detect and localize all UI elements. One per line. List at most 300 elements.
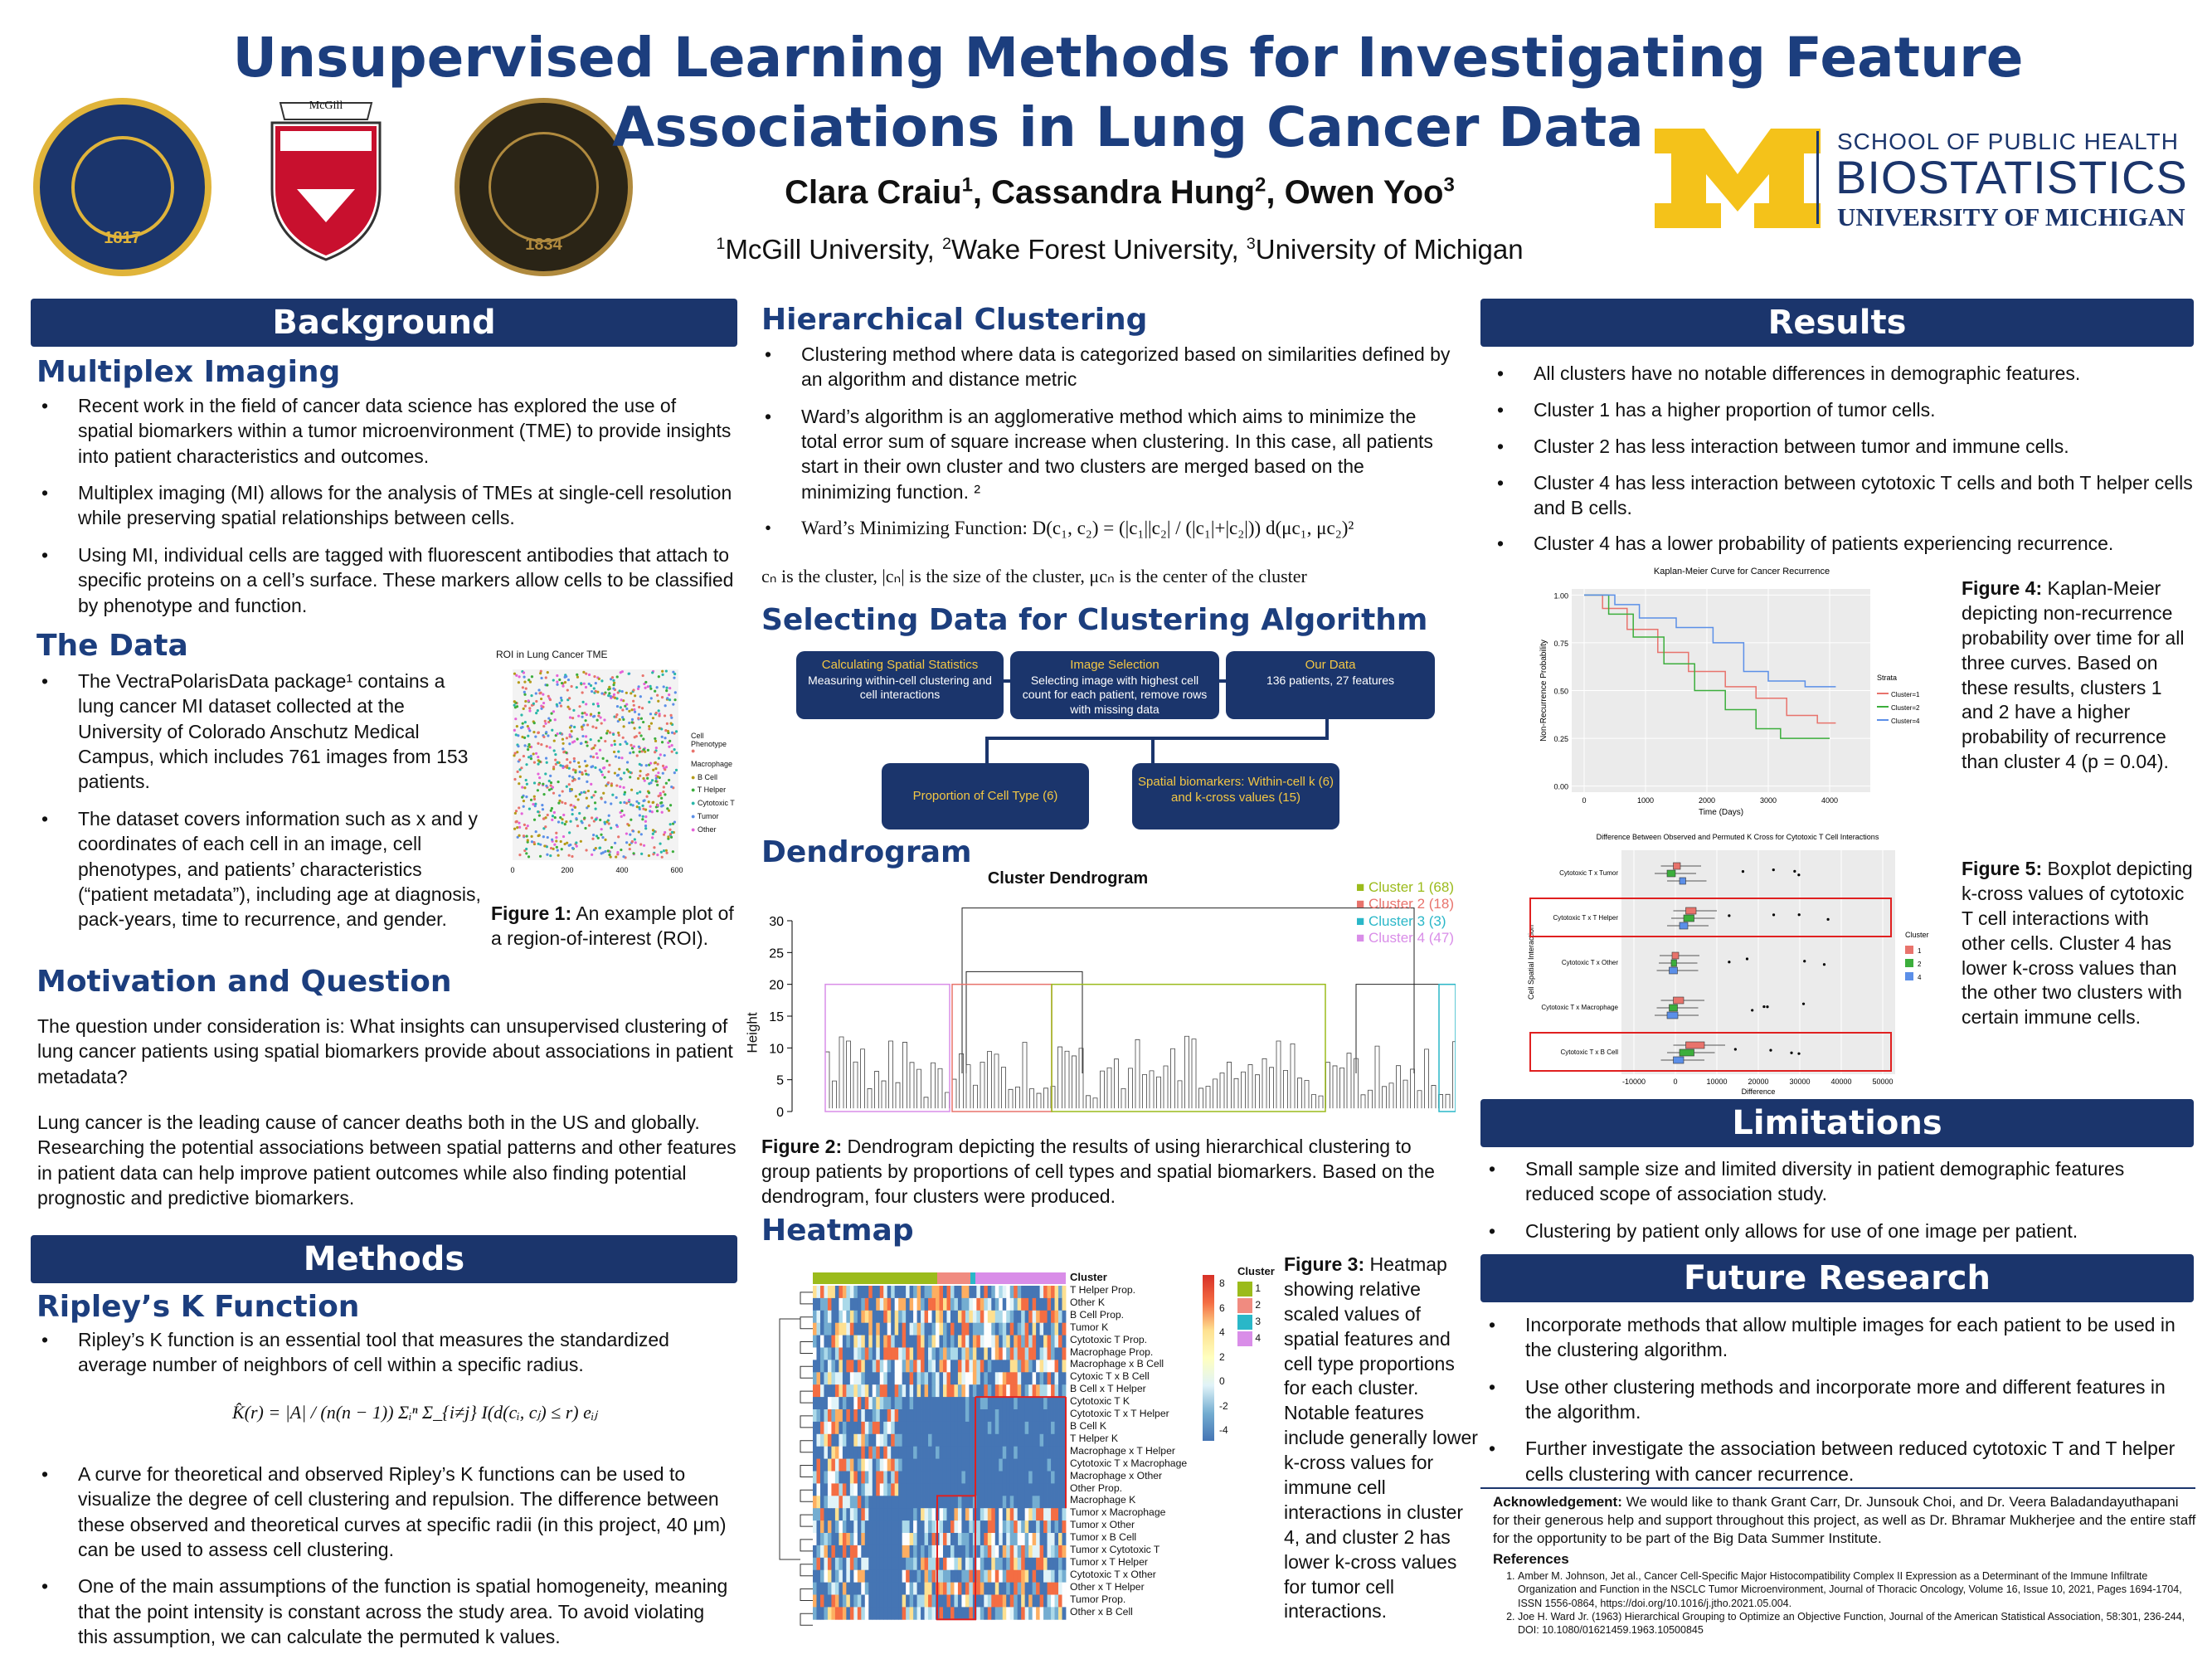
heat-cell bbox=[1014, 1558, 1018, 1570]
heat-cell bbox=[828, 1533, 832, 1545]
cell-point bbox=[607, 694, 610, 697]
cell-point bbox=[542, 808, 544, 810]
heat-cell bbox=[946, 1570, 950, 1583]
cell-point bbox=[652, 833, 654, 835]
heat-cell bbox=[950, 1558, 955, 1570]
heat-cell bbox=[835, 1348, 839, 1360]
cell-point bbox=[557, 854, 560, 857]
cell-point bbox=[648, 727, 650, 730]
heat-cell bbox=[984, 1459, 988, 1472]
heat-cell bbox=[928, 1372, 932, 1384]
heat-cell bbox=[876, 1520, 880, 1533]
cell-point bbox=[654, 751, 656, 753]
boxplot-svg bbox=[1522, 830, 1953, 1095]
cell-point bbox=[595, 682, 597, 684]
heat-cell bbox=[824, 1298, 828, 1311]
heat-cell bbox=[868, 1533, 873, 1545]
heat-cell bbox=[850, 1397, 854, 1409]
x-tick-label: 3000 bbox=[1759, 796, 1777, 805]
heat-cell bbox=[895, 1558, 899, 1570]
heat-cell bbox=[965, 1397, 970, 1409]
heat-cell bbox=[839, 1422, 843, 1434]
heat-cell bbox=[958, 1335, 962, 1348]
heat-cell bbox=[843, 1298, 847, 1311]
heat-cell bbox=[835, 1595, 839, 1608]
heat-cell bbox=[1048, 1583, 1052, 1595]
heat-cell bbox=[940, 1447, 944, 1459]
heat-cell bbox=[921, 1570, 925, 1583]
heat-cell bbox=[861, 1422, 865, 1434]
cell-point bbox=[656, 854, 659, 856]
heat-cell bbox=[1025, 1545, 1029, 1558]
heat-cell bbox=[984, 1397, 988, 1409]
heat-cell bbox=[913, 1384, 917, 1397]
cell-point bbox=[632, 751, 634, 753]
heat-cell bbox=[824, 1397, 828, 1409]
heat-cell bbox=[824, 1360, 828, 1372]
heat-cell bbox=[940, 1323, 944, 1335]
cell-point bbox=[546, 745, 548, 747]
cell-point bbox=[547, 836, 549, 839]
dendro-leaf bbox=[1030, 1088, 1034, 1108]
cell-point bbox=[582, 701, 585, 703]
heat-cell bbox=[917, 1496, 921, 1508]
cell-point bbox=[621, 670, 624, 673]
heat-cell bbox=[969, 1570, 973, 1583]
heat-cell bbox=[831, 1595, 835, 1608]
cell-point bbox=[595, 818, 597, 820]
heat-cell bbox=[873, 1595, 877, 1608]
heat-cell bbox=[940, 1286, 944, 1298]
heat-cell bbox=[932, 1508, 936, 1520]
heat-cell bbox=[895, 1286, 899, 1298]
cell-point bbox=[535, 712, 537, 714]
heat-cell bbox=[816, 1583, 820, 1595]
cell-point bbox=[656, 686, 659, 688]
legend-label: Cluster 1 (68) bbox=[1369, 879, 1454, 895]
heat-cell bbox=[883, 1335, 887, 1348]
heat-cell bbox=[940, 1607, 944, 1619]
cell-point bbox=[603, 718, 605, 721]
cell-point bbox=[590, 738, 592, 741]
heat-cell bbox=[999, 1583, 1003, 1595]
heat-cell bbox=[1010, 1607, 1014, 1619]
cell-point bbox=[610, 744, 613, 747]
heat-cell bbox=[910, 1447, 914, 1459]
heat-cell bbox=[813, 1397, 817, 1409]
heat-cell bbox=[946, 1434, 950, 1447]
cell-point bbox=[527, 748, 529, 751]
heat-cell bbox=[969, 1434, 973, 1447]
heat-cell bbox=[961, 1607, 965, 1619]
heat-cell bbox=[876, 1360, 880, 1372]
heat-cell bbox=[865, 1545, 869, 1558]
heat-cell bbox=[1036, 1409, 1040, 1422]
heat-cell bbox=[1036, 1384, 1040, 1397]
cluster-box bbox=[1052, 985, 1325, 1112]
heat-cell bbox=[846, 1583, 850, 1595]
heat-cell bbox=[843, 1447, 847, 1459]
cell-point bbox=[513, 704, 516, 707]
cell-point bbox=[513, 828, 516, 830]
heat-cell bbox=[880, 1409, 884, 1422]
heat-cell bbox=[1018, 1409, 1022, 1422]
heat-cell bbox=[1062, 1372, 1067, 1384]
heat-cell bbox=[910, 1397, 914, 1409]
heat-cell bbox=[902, 1323, 907, 1335]
cell-point bbox=[516, 820, 518, 823]
heat-cell bbox=[976, 1447, 980, 1459]
heat-cell bbox=[1055, 1335, 1059, 1348]
legend-item: ■ Cluster 4 (47) bbox=[1356, 930, 1454, 946]
cell-point bbox=[644, 687, 647, 689]
dendro-leaf bbox=[924, 1097, 928, 1108]
cell-point bbox=[625, 841, 628, 844]
cell-point bbox=[552, 710, 555, 713]
cell-point bbox=[630, 789, 633, 791]
heat-cell bbox=[828, 1360, 832, 1372]
heat-cell bbox=[925, 1447, 929, 1459]
heat-cell bbox=[831, 1447, 835, 1459]
cell-point bbox=[573, 726, 576, 728]
heat-cell bbox=[880, 1520, 884, 1533]
heat-cell bbox=[984, 1520, 988, 1533]
heat-cell bbox=[984, 1335, 988, 1348]
heat-cell bbox=[1043, 1545, 1048, 1558]
heat-cell bbox=[950, 1335, 955, 1348]
heat-cell bbox=[1028, 1472, 1033, 1484]
heat-cell bbox=[976, 1570, 980, 1583]
heat-cell bbox=[961, 1483, 965, 1496]
heat-cell bbox=[980, 1348, 984, 1360]
cell-point bbox=[576, 686, 578, 688]
heat-cell bbox=[876, 1422, 880, 1434]
heat-cell bbox=[946, 1483, 950, 1496]
heat-cell bbox=[880, 1422, 884, 1434]
heat-cell bbox=[958, 1422, 962, 1434]
heat-cell bbox=[1051, 1472, 1055, 1484]
heat-cell bbox=[995, 1483, 999, 1496]
heatmap-row-label: Other x T Helper bbox=[1070, 1580, 1145, 1593]
heat-cell bbox=[820, 1384, 824, 1397]
heat-cell bbox=[898, 1533, 902, 1545]
heat-cell bbox=[940, 1311, 944, 1323]
heat-cell bbox=[980, 1508, 984, 1520]
heat-cell bbox=[936, 1298, 940, 1311]
heat-cell bbox=[961, 1384, 965, 1397]
cell-point bbox=[612, 695, 615, 698]
heat-cell bbox=[853, 1422, 858, 1434]
heat-cell bbox=[853, 1520, 858, 1533]
heat-cell bbox=[969, 1533, 973, 1545]
heat-cell bbox=[1051, 1335, 1055, 1348]
x-tick-label: 10000 bbox=[1706, 1078, 1728, 1086]
cell-point bbox=[552, 766, 555, 768]
cell-point bbox=[528, 746, 531, 748]
legend-label: 2 bbox=[1255, 1299, 1262, 1311]
heat-cell bbox=[1033, 1360, 1037, 1372]
heat-cell bbox=[965, 1533, 970, 1545]
cell-point bbox=[568, 783, 571, 786]
heat-cell bbox=[1006, 1533, 1010, 1545]
heat-cell bbox=[1033, 1520, 1037, 1533]
heat-cell bbox=[1018, 1384, 1022, 1397]
heat-cell bbox=[980, 1595, 984, 1608]
heat-cell bbox=[891, 1372, 895, 1384]
cell-point bbox=[610, 846, 613, 849]
cell-point bbox=[556, 684, 558, 686]
legend-item bbox=[1237, 1280, 1261, 1297]
heat-cell bbox=[925, 1384, 929, 1397]
selecting-data-title: Selecting Data for Clustering Algorithm bbox=[761, 603, 1428, 637]
heat-cell bbox=[1010, 1496, 1014, 1508]
cell-point bbox=[527, 855, 530, 858]
cell-point bbox=[557, 781, 559, 783]
y-tick-label: 25 bbox=[769, 946, 784, 961]
cell-point bbox=[533, 798, 536, 800]
cell-point bbox=[665, 689, 668, 692]
heat-cell bbox=[1014, 1335, 1018, 1348]
cell-point bbox=[634, 736, 636, 738]
cell-point bbox=[553, 811, 556, 814]
heat-cell bbox=[858, 1348, 862, 1360]
heat-cell bbox=[865, 1570, 869, 1583]
heat-cell bbox=[1048, 1558, 1052, 1570]
heat-cell bbox=[999, 1533, 1003, 1545]
heat-cell bbox=[921, 1434, 925, 1447]
cell-point bbox=[528, 707, 531, 709]
cell-point bbox=[544, 720, 547, 722]
heat-cell bbox=[1028, 1483, 1033, 1496]
heat-cell bbox=[853, 1323, 858, 1335]
cell-point bbox=[616, 774, 619, 776]
heat-cell bbox=[958, 1545, 962, 1558]
heat-cell bbox=[1062, 1508, 1067, 1520]
heat-cell bbox=[1036, 1447, 1040, 1459]
heat-cell bbox=[831, 1311, 835, 1323]
heat-cell bbox=[980, 1384, 984, 1397]
heat-cell bbox=[1018, 1472, 1022, 1484]
heat-cell bbox=[850, 1335, 854, 1348]
heat-cell bbox=[925, 1558, 929, 1570]
heat-cell bbox=[921, 1533, 925, 1545]
heat-cell bbox=[902, 1472, 907, 1484]
heat-cell bbox=[816, 1286, 820, 1298]
cell-point bbox=[514, 812, 517, 815]
seal-year: 1817 bbox=[104, 229, 141, 247]
heat-cell bbox=[868, 1323, 873, 1335]
heat-cell bbox=[835, 1372, 839, 1384]
heat-cell bbox=[1048, 1360, 1052, 1372]
dendro-leaf bbox=[1369, 1090, 1373, 1108]
heat-cell bbox=[1010, 1508, 1014, 1520]
cell-point bbox=[652, 853, 654, 855]
heat-cell bbox=[928, 1335, 932, 1348]
cell-point bbox=[625, 832, 628, 834]
heat-cell bbox=[1021, 1533, 1025, 1545]
x-tick-label: 0 bbox=[1673, 1078, 1678, 1086]
outlier bbox=[1728, 914, 1730, 917]
heat-cell bbox=[820, 1360, 824, 1372]
heat-cell bbox=[828, 1459, 832, 1472]
heat-cell bbox=[950, 1533, 955, 1545]
row-dendro-link bbox=[800, 1613, 813, 1625]
cell-point bbox=[653, 846, 655, 849]
heat-cell bbox=[880, 1286, 884, 1298]
heat-cell bbox=[1006, 1483, 1010, 1496]
heat-cell bbox=[969, 1422, 973, 1434]
heat-cell bbox=[1028, 1348, 1033, 1360]
cell-point bbox=[581, 716, 583, 718]
heat-cell bbox=[831, 1422, 835, 1434]
heat-cell bbox=[887, 1533, 892, 1545]
heat-cell bbox=[906, 1558, 910, 1570]
heat-cell bbox=[1058, 1372, 1062, 1384]
heat-cell bbox=[850, 1483, 854, 1496]
cell-point bbox=[528, 709, 531, 712]
cell-point bbox=[543, 844, 546, 847]
legend-key bbox=[1905, 946, 1913, 954]
cell-point bbox=[549, 698, 552, 701]
heat-cell bbox=[876, 1348, 880, 1360]
heat-cell bbox=[853, 1311, 858, 1323]
heat-cell bbox=[1006, 1508, 1010, 1520]
cell-point bbox=[552, 815, 554, 817]
heat-cell bbox=[843, 1311, 847, 1323]
cell-point bbox=[631, 840, 634, 843]
heatmap-row-label: Tumor x Other bbox=[1070, 1519, 1135, 1531]
cell-point bbox=[581, 728, 584, 731]
heat-cell bbox=[1055, 1447, 1059, 1459]
heat-cell bbox=[921, 1286, 925, 1298]
heat-cell bbox=[969, 1447, 973, 1459]
outlier bbox=[1746, 957, 1748, 960]
heat-cell bbox=[940, 1583, 944, 1595]
heat-cell bbox=[813, 1533, 817, 1545]
limitations-bullets bbox=[1480, 1156, 2194, 1255]
heat-cell bbox=[921, 1397, 925, 1409]
heatmap-row-label: Macrophage K bbox=[1070, 1494, 1136, 1506]
heat-cell bbox=[902, 1459, 907, 1472]
heat-cell bbox=[1058, 1459, 1062, 1472]
heat-cell bbox=[873, 1483, 877, 1496]
heat-cell bbox=[883, 1409, 887, 1422]
heat-cell bbox=[1058, 1558, 1062, 1570]
heat-cell bbox=[883, 1496, 887, 1508]
heat-cell bbox=[895, 1595, 899, 1608]
heat-cell bbox=[843, 1483, 847, 1496]
heat-cell bbox=[1021, 1298, 1025, 1311]
heat-cell bbox=[910, 1311, 914, 1323]
heat-cell bbox=[850, 1496, 854, 1508]
heat-cell bbox=[820, 1459, 824, 1472]
heat-cell bbox=[876, 1384, 880, 1397]
heat-cell bbox=[1014, 1348, 1018, 1360]
heat-cell bbox=[969, 1472, 973, 1484]
bullet: • Cluster 2 has less interaction between tumor and immune cells. bbox=[1489, 435, 2194, 460]
dendro-leaf bbox=[847, 1041, 851, 1108]
heat-cell bbox=[976, 1533, 980, 1545]
heat-cell bbox=[1033, 1533, 1037, 1545]
heat-cell bbox=[887, 1583, 892, 1595]
heat-cell bbox=[887, 1422, 892, 1434]
heat-cell bbox=[910, 1409, 914, 1422]
heat-cell bbox=[936, 1447, 940, 1459]
heat-cell bbox=[1018, 1348, 1022, 1360]
heat-cell bbox=[965, 1360, 970, 1372]
cell-point bbox=[590, 713, 592, 716]
heat-cell bbox=[865, 1335, 869, 1348]
heat-cell bbox=[1058, 1508, 1062, 1520]
heat-cell bbox=[850, 1558, 854, 1570]
cell-point bbox=[578, 812, 581, 815]
cell-point bbox=[664, 714, 666, 717]
heat-cell bbox=[1036, 1286, 1040, 1298]
heat-cell bbox=[873, 1508, 877, 1520]
heat-cell bbox=[1051, 1483, 1055, 1496]
heat-cell bbox=[876, 1447, 880, 1459]
heat-cell bbox=[1010, 1422, 1014, 1434]
heat-cell bbox=[1033, 1286, 1037, 1298]
cell-point bbox=[672, 703, 674, 706]
cell-point bbox=[581, 712, 584, 714]
heat-cell bbox=[917, 1348, 921, 1360]
heat-cell bbox=[917, 1286, 921, 1298]
heatmap-row-label: Tumor x Cytotoxic T bbox=[1070, 1544, 1160, 1556]
heat-cell bbox=[902, 1533, 907, 1545]
cell-point bbox=[586, 723, 589, 726]
heat-cell bbox=[861, 1607, 865, 1619]
heat-cell bbox=[828, 1447, 832, 1459]
heat-cell bbox=[969, 1286, 973, 1298]
cell-point bbox=[637, 717, 639, 719]
cell-point bbox=[619, 743, 621, 746]
heat-cell bbox=[902, 1409, 907, 1422]
heat-cell bbox=[853, 1583, 858, 1595]
heat-cell bbox=[1021, 1508, 1025, 1520]
heat-cell bbox=[1010, 1483, 1014, 1496]
references-label: References bbox=[1493, 1551, 1569, 1567]
cell-point bbox=[622, 786, 625, 789]
heat-cell bbox=[995, 1545, 999, 1558]
cell-point bbox=[594, 801, 596, 804]
heat-cell bbox=[954, 1607, 958, 1619]
cell-point bbox=[616, 851, 619, 854]
cell-point bbox=[568, 742, 571, 745]
heat-cell bbox=[936, 1459, 940, 1472]
legend-label: T Helper bbox=[697, 786, 727, 795]
cell-point bbox=[548, 789, 551, 791]
heat-cell bbox=[1058, 1298, 1062, 1311]
cell-point bbox=[557, 820, 560, 823]
heat-cell bbox=[925, 1570, 929, 1583]
cell-point bbox=[663, 685, 665, 688]
fig1-title: ROI in Lung Cancer TME bbox=[496, 649, 608, 660]
heat-cell bbox=[891, 1409, 895, 1422]
cell-point bbox=[595, 727, 597, 729]
dendro-leaf bbox=[868, 1088, 872, 1108]
heat-cell bbox=[928, 1483, 932, 1496]
heat-cell bbox=[820, 1323, 824, 1335]
heat-cell bbox=[973, 1298, 977, 1311]
heat-cell bbox=[1033, 1570, 1037, 1583]
cell-point bbox=[575, 817, 577, 820]
heat-cell bbox=[876, 1311, 880, 1323]
motivation-p2: Lung cancer is the leading cause of cancer deaths both in the US and globally. Researching the potential associations between spatial patterns and other features in patient data can help improve patient outcomes while also finding potential prognostic and predictive biomarkers. bbox=[37, 1112, 737, 1209]
cell-point bbox=[644, 780, 646, 782]
x-tick-label: 400 bbox=[615, 866, 629, 874]
dendro-leaf bbox=[1234, 1078, 1238, 1108]
